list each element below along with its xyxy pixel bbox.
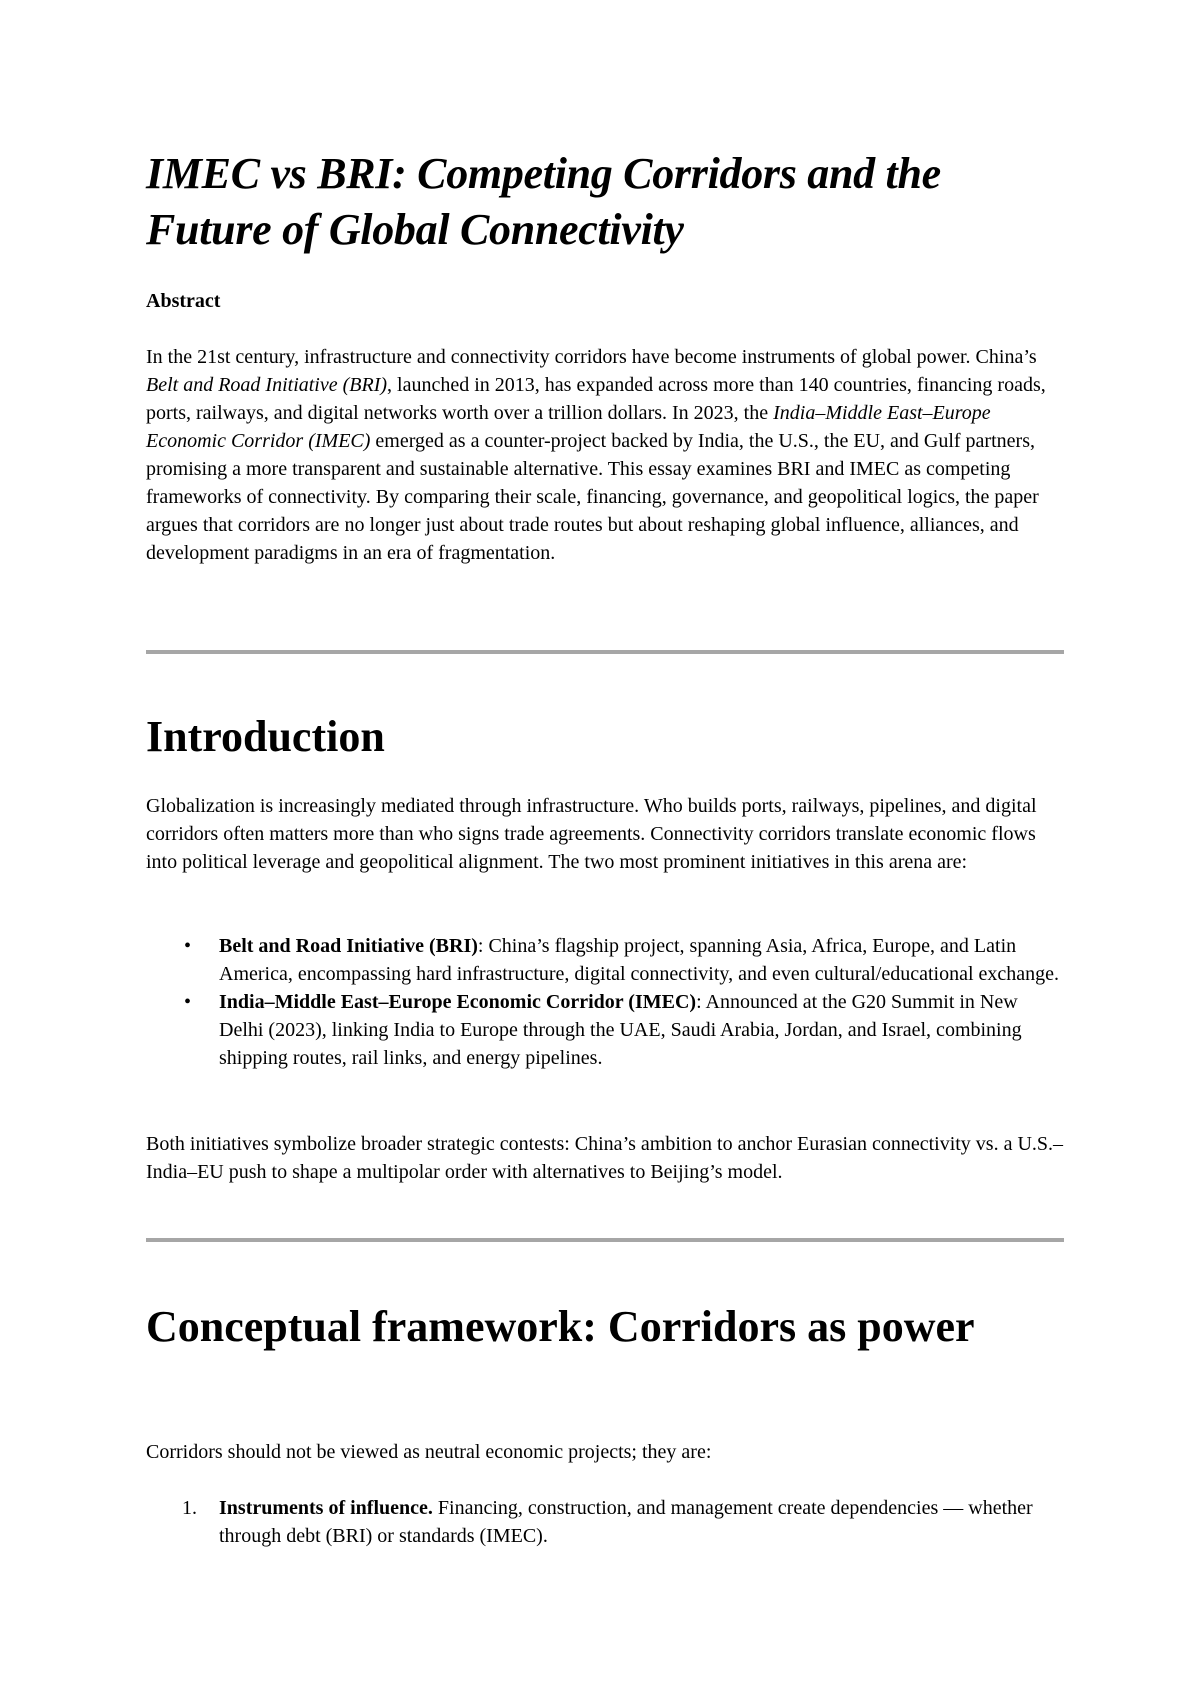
abstract-em-bri: Belt and Road Initiative (BRI) [146,374,388,396]
conceptual-numbered-list [146,1494,1064,1550]
introduction-bullet-list [146,932,1064,1072]
bullet-marker: • [184,991,192,1013]
conceptual-paragraph-1: Corridors should not be viewed as neutral economic projects; they are: [146,1441,712,1463]
abstract-em-imec: India–Middle East–Europe Economic Corridor (IMEC) [146,402,991,452]
list-item-term: India–Middle East–Europe Economic Corridor (IMEC) [219,991,697,1013]
abstract-paragraph [146,343,1064,567]
document-title: IMEC vs BRI: Competing Corridors and the Future of Global Connectivity [146,149,941,254]
bullet-marker: • [184,935,192,957]
list-number: 1. [182,1497,197,1519]
introduction-paragraph-1: Globalization is increasingly mediated through infrastructure. Who builds ports, railways, pipelines, and digital corridors often matters more than who signs trade agreements. Connectivity corridors translate economic flows into political leverage and geopolitical alignment. The two most prominent initiatives in this arena are: [146,795,1037,873]
list-item-text: Financing, construction, and management create dependencies — whether through debt (BRI) or standards (IMEC). [219,1497,1033,1547]
abstract-text-1: In the 21st century, infrastructure and connectivity corridors have become instruments of global power. China’s [146,346,1037,368]
list-item-text: : China’s flagship project, spanning Asia, Africa, Europe, and Latin America, encompassing hard infrastructure, digital connectivity, and even cultural/educational exchange. [219,935,1060,985]
section-divider [146,1238,1064,1242]
list-item-term: Instruments of influence. [219,1497,433,1519]
abstract-text-2: , launched in 2013, has expanded across more than 140 countries, financing roads, ports, railways, and digital networks worth over a trillion dollars. In 2023, the [146,374,1046,424]
abstract-heading: Abstract [146,290,221,312]
list-item-term: Belt and Road Initiative (BRI) [219,935,478,957]
list-item [146,932,1064,988]
introduction-paragraph-2: Both initiatives symbolize broader strategic contests: China’s ambition to anchor Eurasian connectivity vs. a U.S.–India–EU push to shape a multipolar order with alternatives to Beijing’s model. [146,1133,1064,1183]
section-divider [146,650,1064,654]
list-item [146,988,1064,1072]
list-item [146,1494,1064,1550]
list-item-text: : Announced at the G20 Summit in New Delhi (2023), linking India to Europe through the UAE, Saudi Arabia, Jordan, and Israel, combining shipping routes, rail links, and energy pipelines. [219,991,1022,1069]
abstract-text-3: emerged as a counter-project backed by India, the U.S., the EU, and Gulf partners, promising a more transparent and sustainable alternative. This essay examines BRI and IMEC as competing frameworks of connectivity. By comparing their scale, financing, governance, and geopolitical logics, the paper argues that corridors are no longer just about trade routes but about reshaping global influence, alliances, and development paradigms in an era of fragmentation. [146,430,1039,564]
conceptual-framework-heading: Conceptual framework: Corridors as power [146,1302,975,1351]
introduction-heading: Introduction [146,712,385,761]
